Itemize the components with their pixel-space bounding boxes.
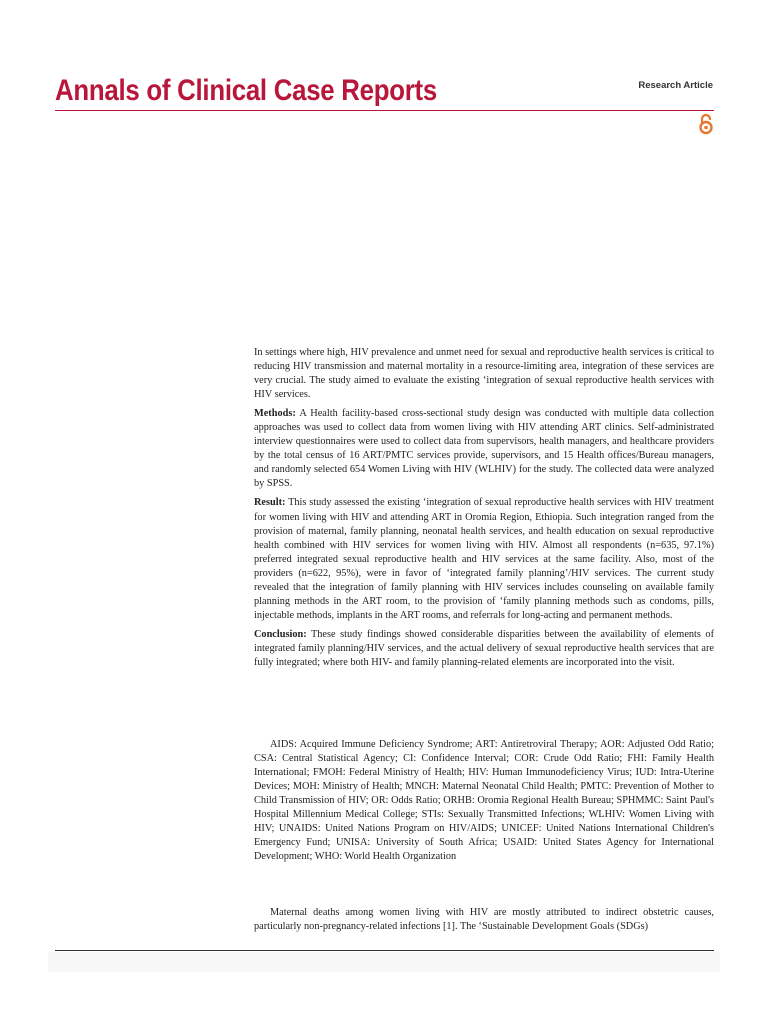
journal-title: Annals of Clinical Case Reports xyxy=(55,74,437,107)
header-rule xyxy=(55,110,714,111)
abstract-conclusion xyxy=(254,628,714,670)
methods-text: A Health facility-based cross-sectional study design was conducted with multiple data collection approaches was used to collect data from women living with HIV attending ART clinics. Self-administrated interview questionnaires were used to collect data from supervisors, health managers, and healthcare providers by the total census of 16 ART/PMTC services provide, supervisors, and 15 Health offices/Bureau managers, and randomly selected 654 Women Living with HIV (WLHIV) for the study. The collected data were analyzed by SPSS. xyxy=(254,408,714,490)
abstract xyxy=(254,346,714,670)
open-access-icon[interactable] xyxy=(697,113,715,135)
conclusion-label: Conclusion: xyxy=(254,628,307,640)
footer-band xyxy=(48,952,720,972)
abbreviations-text: AIDS: Acquired Immune Deficiency Syndrome; ART: Antiretroviral Therapy; AOR: Adjusted Odd Ratio; CSA: Central Statistical Agency; CI: Confidence Interval; COR: Crude Odd Ratio; FHI: Family Health International; FMOH: Federal Ministry of Health; HIV: Human Immunodeficiency Virus; IUD: Intra-Uterine Devices; MOH: Ministry of Health; MNCH: Maternal Neonatal Child Health; PMTC: Prevention of Mother to Child Transmission of HIV; OR: Odds Ratio; ORHB: Oromia Regional Health Bureau; SPHMMC: Saint Paul's Hospital Millennium Medical College; STIs: Sexually Transmitted Infections; WLHIV: Women Living with HIV; UNAIDS: United Nations Program on HIV/AIDS; UNICEF: United Nations International Children's Emergency Fund; UNISA: University of South Africa; USAID: United States Agency for International Development; WHO: World Health Organization xyxy=(254,739,714,863)
result-text: This study assessed the existing ‘integration of sexual reproductive health services with HIV treatment for women living with HIV and attending ART in Oromia Region, Ethiopia. Such integration ranged from the provision of maternal, family planning, neonatal health services, and health education on sexual reproductive health combined with HIV services for women living with HIV. Almost all respondents (n=635, 97.1%) preferred integrated sexual reproductive health and HIV services at the same facility. Also, most of the providers (n=622, 95%), were in favor of ‘integrated family planning’/HIV services. The current study revealed that the integration of family planning with HIV services includes counseling on available family planning methods in the ART room, to the provision of ‘family planning methods such as condoms, pills, injectable methods, implants in the ART rooms, and referrals for long-acting and permanent methods. xyxy=(254,497,715,621)
footer-rule xyxy=(55,950,714,951)
conclusion-text: These study findings showed considerable disparities between the availability of elements of integrated family planning/HIV services, and the actual delivery of sexual reproductive health services that are fully integrated; where both HIV- and family planning-related elements are incorporated into the visit. xyxy=(254,628,714,668)
article-type-label: Research Article xyxy=(638,80,713,91)
introduction-section xyxy=(254,906,714,934)
methods-label: Methods: xyxy=(254,408,296,420)
result-label: Result: xyxy=(254,497,286,509)
abbreviations-section xyxy=(254,738,714,864)
abstract-methods xyxy=(254,407,714,491)
abstract-result xyxy=(254,496,714,622)
introduction-text: Maternal deaths among women living with HIV are mostly attributed to indirect obstetric causes, particularly non-pregnancy-related infections [1]. The ‘Sustainable Development Goals (SDGs) xyxy=(254,907,714,933)
abstract-intro: In settings where high, HIV prevalence and unmet need for sexual and reproductive health services is critical to reducing HIV transmission and maternal mortality in a resource-limiting area, integration of these services are very crucial. The study aimed to evaluate the existing ‘integration of sexual reproductive health services with HIV services. xyxy=(254,347,714,401)
